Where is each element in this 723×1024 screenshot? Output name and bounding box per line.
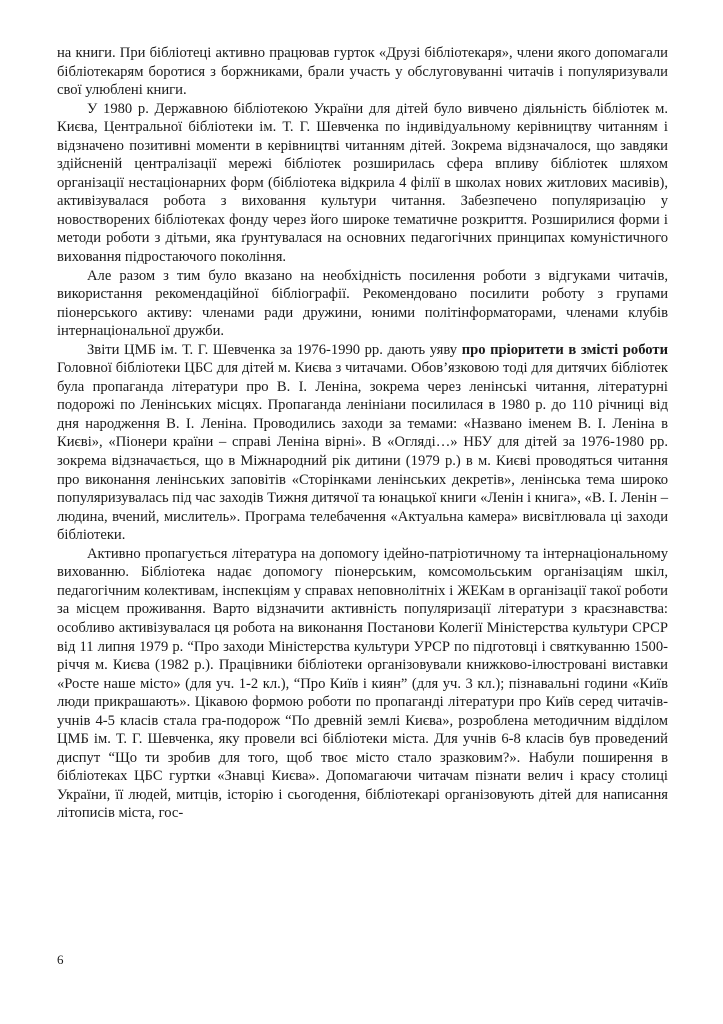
paragraph-4-bold-phrase: про пріоритети в змісті роботи: [461, 341, 668, 358]
paragraph-4-text-after: Головної бібліотеки ЦБС для дітей м. Києва з читачами. Обов’язковою тоді для дитячих бібліотек була пропаганда літератури про В. І. Леніна, зокрема через ленінські читання, літературні подорожі по Ленінських місцях. Пропаганда ленініани посилилася в 1980 р. до 110 річниці від дня народження В. І. Леніна. Проводились заходи за темами: «Названо іменем В. І. Леніна в Києві», «Піонери країни – справі Леніна вірні». В «Огляді…» НБУ для дітей за 1976-1980 рр. зокрема відзначається, що в Міжнародний рік дитини (1979 р.) в м. Києві проводяться читання про виконання ленінських заповітів «Сторінками ленінських декретів», ленінська тема широко популяризувалась під час заходів Тижня дитячої та юнацької книги «Ленін і книга», «В. І. Ленін – людина, вчений, мислитель». Програма телебачення «Актуальна камера» висвітлювала ці заходи бібліотеки.: [57, 360, 668, 544]
paragraph-3: Але разом з тим було вказано на необхідність посилення роботи з відгуками читачів, використання рекомендаційної бібліографії. Рекомендовано посилити роботу з групами піонерського активу: членами ради дружини, юними політінформаторами, членами клубів інтернаціональної дружби.: [57, 267, 668, 340]
paragraph-5: Активно пропагується література на допомогу ідейно-патріотичному та інтернаціональному вихованню. Бібліотека надає допомогу піонерським, комсомольським організаціям шкіл, педагогічним колективам, інспекціям у справах неповнолітніх і ЖЕКам в організації такої роботи за місцем проживання. Варто відзначити активність популяризації літератури з краєзнавства: особливо активізувалася ця робота на виконання Постанови Колегії Міністерства культури СРСР від 11 липня 1979 р. “Про заходи Міністерства культури УРСР по підготовці і святкуванню 1500-річчя м. Києва (1982 р.). Працівники бібліотеки організовували книжково-ілюстровані виставки «Росте наше місто» (для уч. 1-2 кл.), “Про Київ і киян” (для уч. 3 кл.); пізнавальні години «Київ люди прикрашають». Цікавою формою роботи по пропаганді літератури про Київ серед читачів-учнів 4-5 класів стала гра-подорож “По древній землі Києва», розроблена методичним відділом ЦМБ ім. Т. Г. Шевченка, яку провели всі бібліотеки міста. Для учнів 6-8 класів був проведений диспут “Що ти зробив для того, щоб твоє місто стало зразковим?». Набули поширення в бібліотеках ЦБС гуртки «Знавці Києва». Допомагаючи читачам пізнати велич і красу столиці України, її людей, митців, історію і сьогодення, бібліотекарі організовують дітей для написання літописів міста, гос-: [57, 545, 668, 822]
document-page: [57, 44, 668, 823]
paragraph-4-text-before: Звіти ЦМБ ім. Т. Г. Шевченка за 1976-1990 рр. дають уяву: [87, 341, 462, 358]
page-number: 6: [57, 952, 64, 967]
paragraph-4: [57, 341, 668, 545]
paragraph-2: У 1980 р. Державною бібліотекою України для дітей було вивчено діяльність бібліотек м. Києва, Центральної бібліотеки ім. Т. Г. Шевченка по індивідуальному керівництву читанням і відзначено позитивні моменти в керівництві читанням дітей. Зокрема відзначалося, що завдяки здійсненій централізації мережі бібліотек розширилась сфера впливу бібліотек шляхом організації нестаціонарних форм (бібліотека відкрила 4 філії в школах нових житлових масивів), активізувалася робота з виховання культури читання. Забезпечено популяризацію у новостворених бібліотеках фонду через його широке тематичне розкриття. Розширилися форми і методи роботи з дітьми, яка ґрунтувалася на основних педагогічних принципах комуністичного виховання підростаючого покоління.: [57, 100, 668, 266]
paragraph-1: на книги. При бібліотеці активно працював гурток «Друзі бібліотекаря», члени якого допомагали бібліотекарям боротися з боржниками, брали участь у обслуговуванні читачів і популяризували свої улюблені книги.: [57, 45, 668, 99]
